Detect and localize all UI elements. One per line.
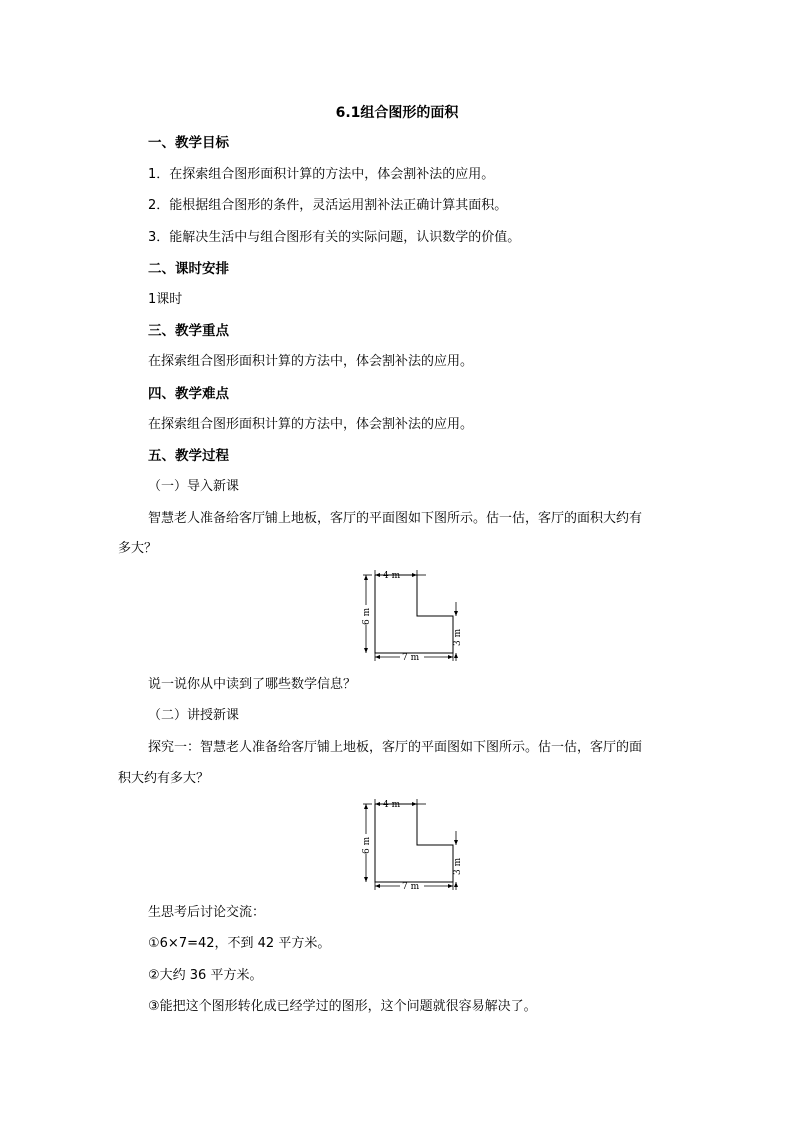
floorplan-diagram bbox=[356, 798, 466, 890]
paragraph-discussion: 生思考后讨论交流： bbox=[148, 905, 266, 920]
dimension-label-right: 3 m bbox=[453, 857, 463, 875]
room-floorplan-figure-1 bbox=[356, 569, 466, 661]
answer-item-2: ②大约 36 平方米。 bbox=[148, 968, 263, 983]
answer-item-1: ①6×7=42，不到 42 平方米。 bbox=[148, 936, 331, 951]
section-heading-process: 五、教学过程 bbox=[148, 448, 229, 464]
key-points-text: 在探索组合图形面积计算的方法中，体会割补法的应用。 bbox=[148, 354, 474, 369]
room-floorplan-figure-2 bbox=[356, 798, 466, 890]
dimension-label-bottom: 7 m bbox=[402, 653, 420, 661]
paragraph-math-info: 说一说你从中读到了哪些数学信息？ bbox=[148, 677, 357, 692]
schedule-text: 1课时 bbox=[148, 292, 183, 307]
section-heading-teaching-goals: 一、教学目标 bbox=[148, 135, 229, 151]
answer-item-3: ③能把这个图形转化成已经学过的图形，这个问题就很容易解决了。 bbox=[148, 999, 537, 1014]
dimension-label-left: 6 m bbox=[362, 836, 372, 854]
section-heading-difficulties: 四、教学难点 bbox=[148, 386, 229, 402]
dimension-label-top: 4 m bbox=[383, 571, 401, 581]
paragraph-intro-first-line: 智慧老人准备给客厅铺上地板，客厅的平面图如下图所示。估一估，客厅的面积大约有 bbox=[148, 511, 643, 526]
subheading-new-lesson: （二）讲授新课 bbox=[148, 708, 240, 723]
paragraph-explore-continuation: 积大约有多大？ bbox=[118, 771, 210, 786]
difficulties-text: 在探索组合图形面积计算的方法中，体会割补法的应用。 bbox=[148, 417, 474, 432]
dimension-label-bottom: 7 m bbox=[402, 882, 420, 890]
paragraph-intro-continuation: 多大？ bbox=[118, 541, 158, 556]
dimension-label-left: 6 m bbox=[362, 607, 372, 625]
dimension-label-top: 4 m bbox=[383, 800, 401, 810]
floorplan-diagram bbox=[356, 569, 466, 661]
goal-item-2: 2．能根据组合图形的条件，灵活运用割补法正确计算其面积。 bbox=[148, 198, 508, 213]
section-heading-key-points: 三、教学重点 bbox=[148, 323, 229, 339]
section-heading-schedule: 二、课时安排 bbox=[148, 261, 229, 277]
paragraph-explore-first-line: 探究一：智慧老人准备给客厅铺上地板，客厅的平面图如下图所示。估一估，客厅的面 bbox=[148, 740, 643, 755]
subheading-intro: （一）导入新课 bbox=[148, 479, 240, 494]
goal-item-3: 3．能解决生活中与组合图形有关的实际问题，认识数学的价值。 bbox=[148, 230, 521, 245]
page-title: 6.1组合图形的面积 bbox=[335, 105, 459, 121]
dimension-label-right: 3 m bbox=[453, 628, 463, 646]
goal-item-1: 1．在探索组合图形面积计算的方法中，体会割补法的应用。 bbox=[148, 167, 495, 182]
